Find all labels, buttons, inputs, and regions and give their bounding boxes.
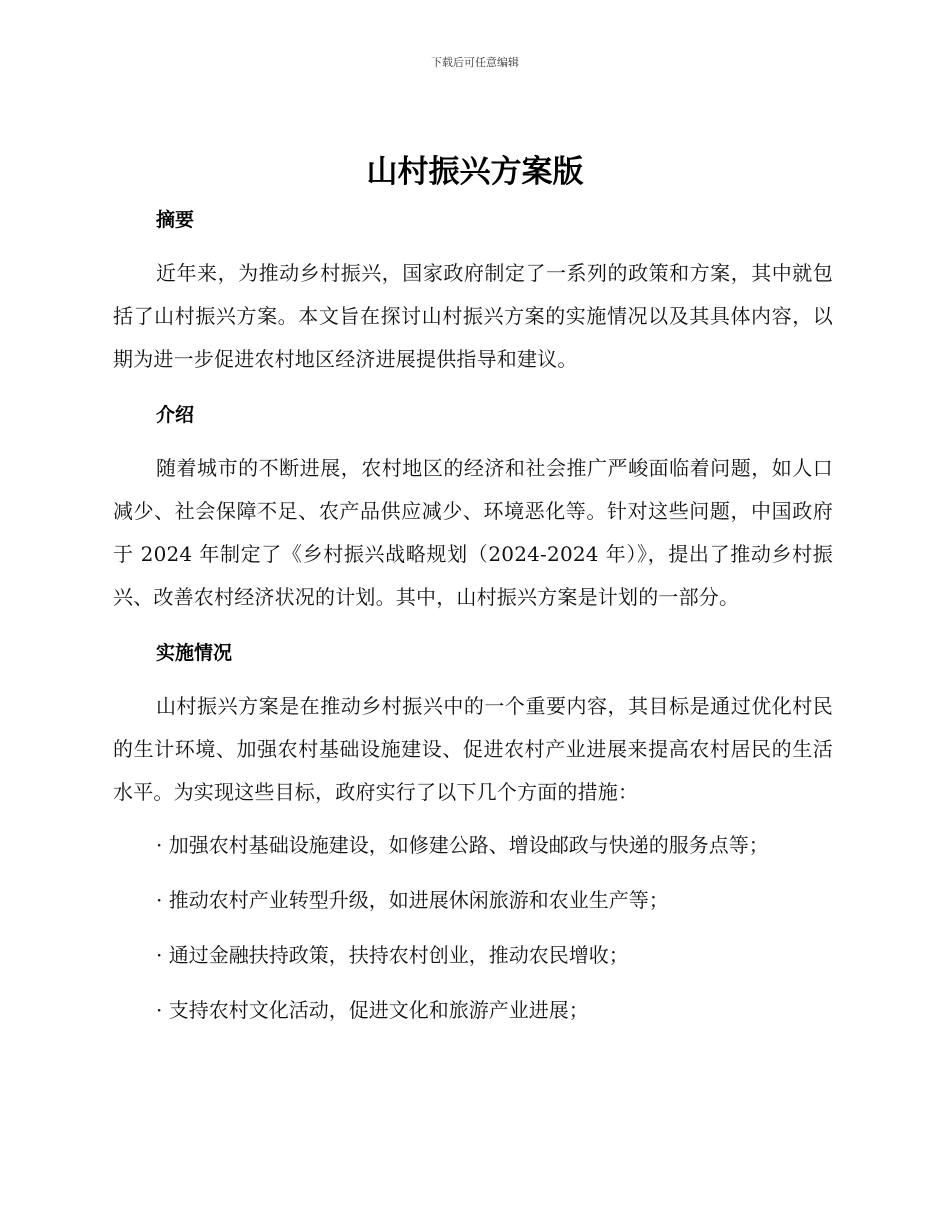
measure-list-item: · 推动农村产业转型升级，如进展休闲旅游和农业生产等； [156,888,669,912]
document-title: 山村振兴方案版 [366,154,584,190]
measure-list-item: · 加强农村基础设施建设，如修建公路、增设邮政与快递的服务点等； [156,833,769,857]
section-heading-implementation: 实施情况 [156,642,233,664]
measure-list-item: · 通过金融扶持政策，扶持农村创业，推动农民增收； [156,943,629,967]
document-body [113,200,833,1038]
page-header-note: 下载后可任意编辑 [431,56,519,69]
abstract-paragraph: 近年来，为推动乡村振兴，国家政府制定了一系列的政策和方案，其中就包括了山村振兴方案。本文旨在探讨山村振兴方案的实施情况以及其具体内容，以期为进一步促进农村地区经济进展提供指导和建议。 [113,261,833,371]
measure-list-item: · 支持农村文化活动，促进文化和旅游产业进展； [156,998,589,1022]
introduction-paragraph: 随着城市的不断进展，农村地区的经济和社会推广严峻面临着问题，如人口减少、社会保障不足、农产品供应减少、环境恶化等。针对这些问题，中国政府于 2024 年制定了《乡村振兴战略规划（2024-2024 年）》，提出了推动乡村振兴、改善农村经济状况的计划。其中，山村振兴方案是计划的一部分。 [113,456,833,609]
section-heading-introduction: 介绍 [156,404,195,426]
implementation-paragraph: 山村振兴方案是在推动乡村振兴中的一个重要内容，其目标是通过优化村民的生计环境、加强农村基础设施建设、促进农村产业进展来提高农村居民的生活水平。为实现这些目标，政府实行了以下几个方面的措施： [113,694,833,804]
section-heading-abstract: 摘要 [156,209,195,231]
